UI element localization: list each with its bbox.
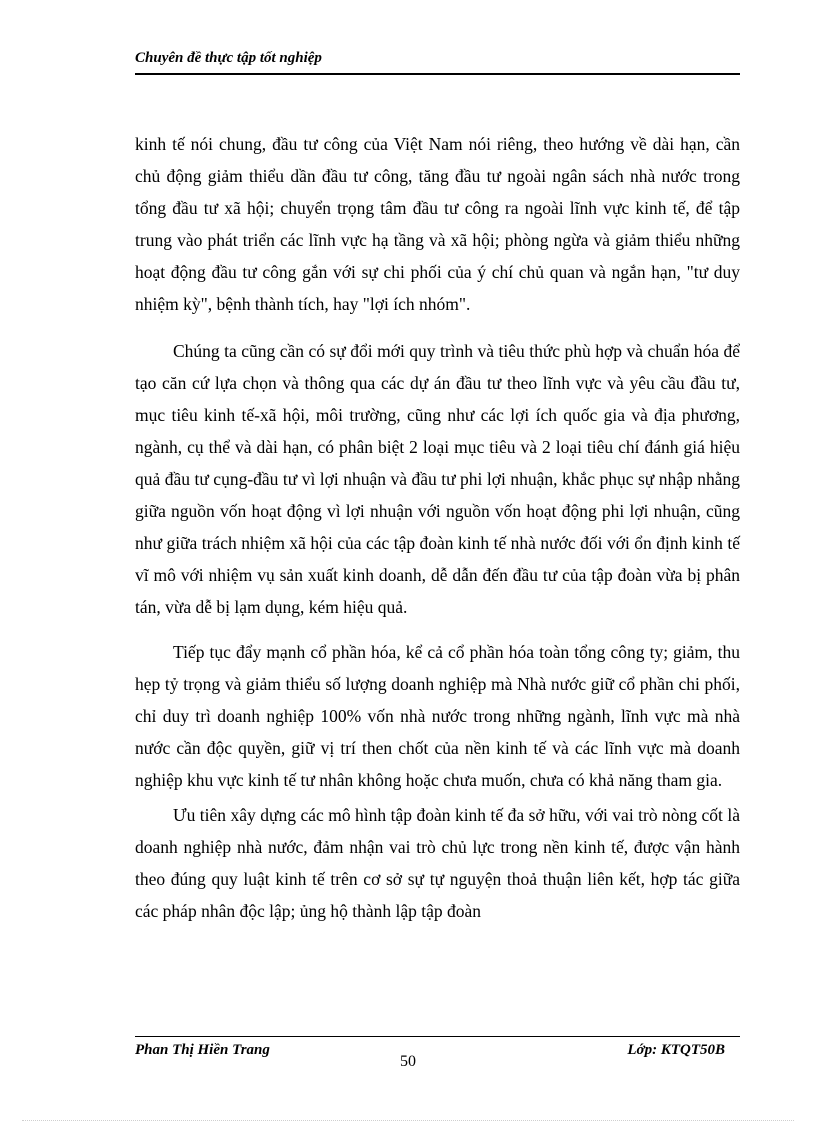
document-body (135, 128, 740, 927)
footer-author: Phan Thị Hiền Trang (135, 1042, 270, 1058)
footer-divider (135, 1036, 740, 1037)
paragraph-1: kinh tế nói chung, đầu tư công của Việt Nam nói riêng, theo hướng về dài hạn, cần chủ động giảm thiểu dần đầu tư công, tăng đầu tư ngoài ngân sách nhà nước trong tổng đầu tư xã hội; chuyển trọng tâm đầu tư công ra ngoài lĩnh vực kinh tế, để tập trung vào phát triển các lĩnh vực hạ tầng và xã hội; phòng ngừa và giảm thiểu những hoạt động đầu tư công gắn với sự chi phối của ý chí chủ quan và ngắn hạn, "tư duy nhiệm kỳ", bệnh thành tích, hay "lợi ích nhóm". (135, 134, 740, 314)
footer-class-label: Lớp: KTQT50B (627, 1042, 725, 1058)
page-number: 50 (400, 1053, 416, 1070)
document-header-title: Chuyên đề thực tập tốt nghiệp (135, 50, 322, 66)
paragraph-2: Chúng ta cũng cần có sự đổi mới quy trình và tiêu thức phù hợp và chuẩn hóa để tạo căn cứ lựa chọn và thông qua các dự án đầu tư theo lĩnh vực và yêu cầu đầu tư, mục tiêu kinh tế-xã hội, môi trường, cũng như các lợi ích quốc gia và địa phương, ngành, cụ thể và dài hạn, có phân biệt 2 loại mục tiêu và 2 loại tiêu chí đánh giá hiệu quả đầu tư cụng-đầu tư vì lợi nhuận và đầu tư phi lợi nhuận, khắc phục sự nhập nhằng giữa nguồn vốn hoạt động vì lợi nhuận với nguồn vốn hoạt động phi lợi nhuận, cũng như giữa trách nhiệm xã hội của các tập đoàn kinh tế nhà nước đối với ổn định kinh tế vĩ mô với nhiệm vụ sản xuất kinh doanh, dễ dẫn đến đầu tư của tập đoàn vừa bị phân tán, vừa dễ bị lạm dụng, kém hiệu quả. (135, 341, 740, 617)
paragraph-3: Tiếp tục đẩy mạnh cổ phần hóa, kể cả cổ phần hóa toàn tổng công ty; giảm, thu hẹp tỷ trọng và giảm thiểu số lượng doanh nghiệp mà Nhà nước giữ cổ phần chi phối, chỉ duy trì doanh nghiệp 100% vốn nhà nước trong những ngành, lĩnh vực mà nhà nước cần độc quyền, giữ vị trí then chốt của nền kinh tế và các lĩnh vực mà doanh nghiệp khu vực kinh tế tư nhân không hoặc chưa muốn, chưa có khả năng tham gia. (135, 642, 740, 790)
header-divider (135, 73, 740, 75)
paragraph-4: Ưu tiên xây dựng các mô hình tập đoàn kinh tế đa sở hữu, với vai trò nòng cốt là doanh nghiệp nhà nước, đảm nhận vai trò chủ lực trong nền kinh tế, được vận hành theo đúng quy luật kinh tế trên cơ sở sự tự nguyện thoả thuận liên kết, hợp tác giữa các pháp nhân độc lập; ủng hộ thành lập tập đoàn (135, 805, 740, 921)
page-bottom-edge (22, 1120, 794, 1121)
